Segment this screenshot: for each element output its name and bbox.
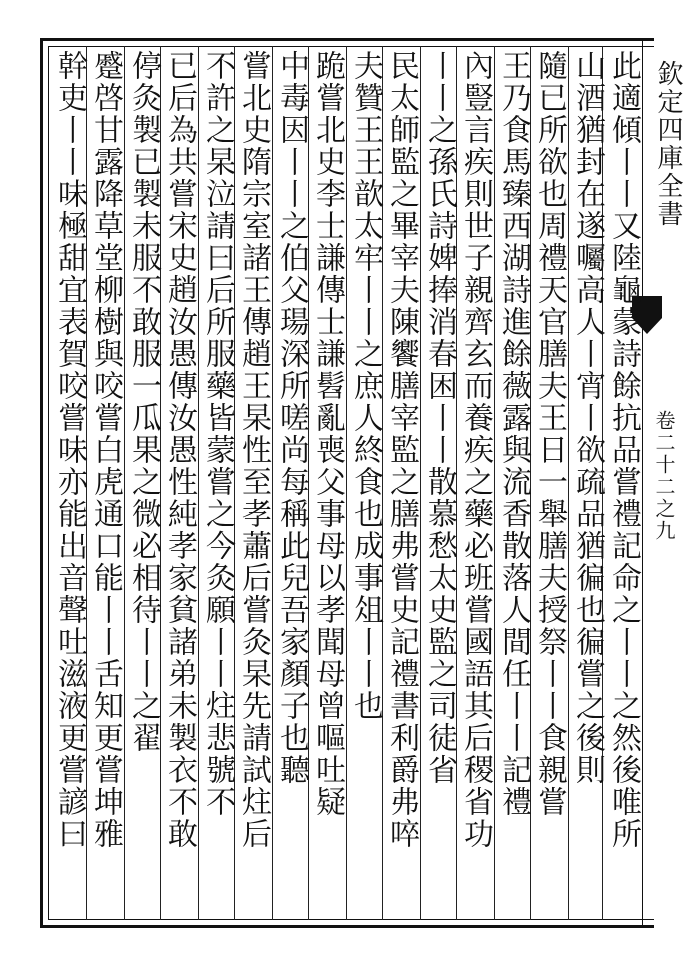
text-column-12: 不許之杲泣請曰后所服藥皆蒙嘗之今灸願丨丨炷悲號不 [200,50,235,818]
center-fold-line [642,38,643,928]
column-rule [124,46,125,920]
text-column-4: 王乃食馬臻西湖詩進餘薇露與流香散落人間任丨丨記禮 [496,50,531,818]
column-rule [346,46,347,920]
text-column-11: 嘗北史隋宗室諸王傳趙王杲性至孝蕭后嘗灸杲先請試炷后 [236,50,271,850]
book-title: 欽定四庫全書 [653,60,683,228]
column-rule [420,46,421,920]
text-column-14: 停灸製已製未服不敢服一瓜果之微必相待丨丨之翟 [126,50,161,754]
text-column-5: 內豎言疾則世子親齊玄而養疾之藥必班嘗國語其后稷省功 [458,50,493,850]
text-column-10: 中毒因丨丨之伯父瑒深所嗟尚每稱此兒吾家顏子也聽 [274,50,309,786]
text-column-8: 夫贊王王歆太牢丨丨之庶人終食也成事俎丨丨也 [348,50,383,722]
text-column-15: 蹙啓甘露降草堂柳樹與咬嘗白虎通口能丨丨舌知更嘗坤雅 [88,50,123,850]
column-rule [568,46,569,920]
text-column-7: 民太師監之畢宰夫陳饗膳宰監之膳弗嘗史記禮書利爵弗啐 [384,50,419,850]
text-column-3: 隨已所欲也周禮天官膳夫王日一舉膳夫授祭丨丨食親嘗 [532,50,567,818]
text-column-2: 山酒猶封在遂囑高人丨宵丨欲疏品猶徧也徧嘗之後則 [570,50,605,786]
text-column-16: 幹吏丨丨味極甜宜表賀咬嘗味亦能出音聲吐滋液更嘗諺曰 [52,50,87,850]
text-column-6: 丨丨之孫氏詩婢捧消春困丨丨散慕愁太史監之司徒省 [422,50,457,786]
volume-label: 卷二十二之九 [652,410,676,542]
text-column-1: 此適傾丨丨又陸龜蒙詩餘抗品嘗禮記命之丨丨之然後唯所 [606,50,641,850]
column-rule [198,46,199,920]
text-column-9: 跪嘗北史李士謙傳士謙髫亂喪父事母以孝聞母曾嘔吐疑 [310,50,345,818]
column-rule [494,46,495,920]
column-rule [272,46,273,920]
text-column-13: 已后為共嘗宋史趙汝愚傳汝愚性純孝家貧諸弟未製衣不敢 [162,50,197,850]
